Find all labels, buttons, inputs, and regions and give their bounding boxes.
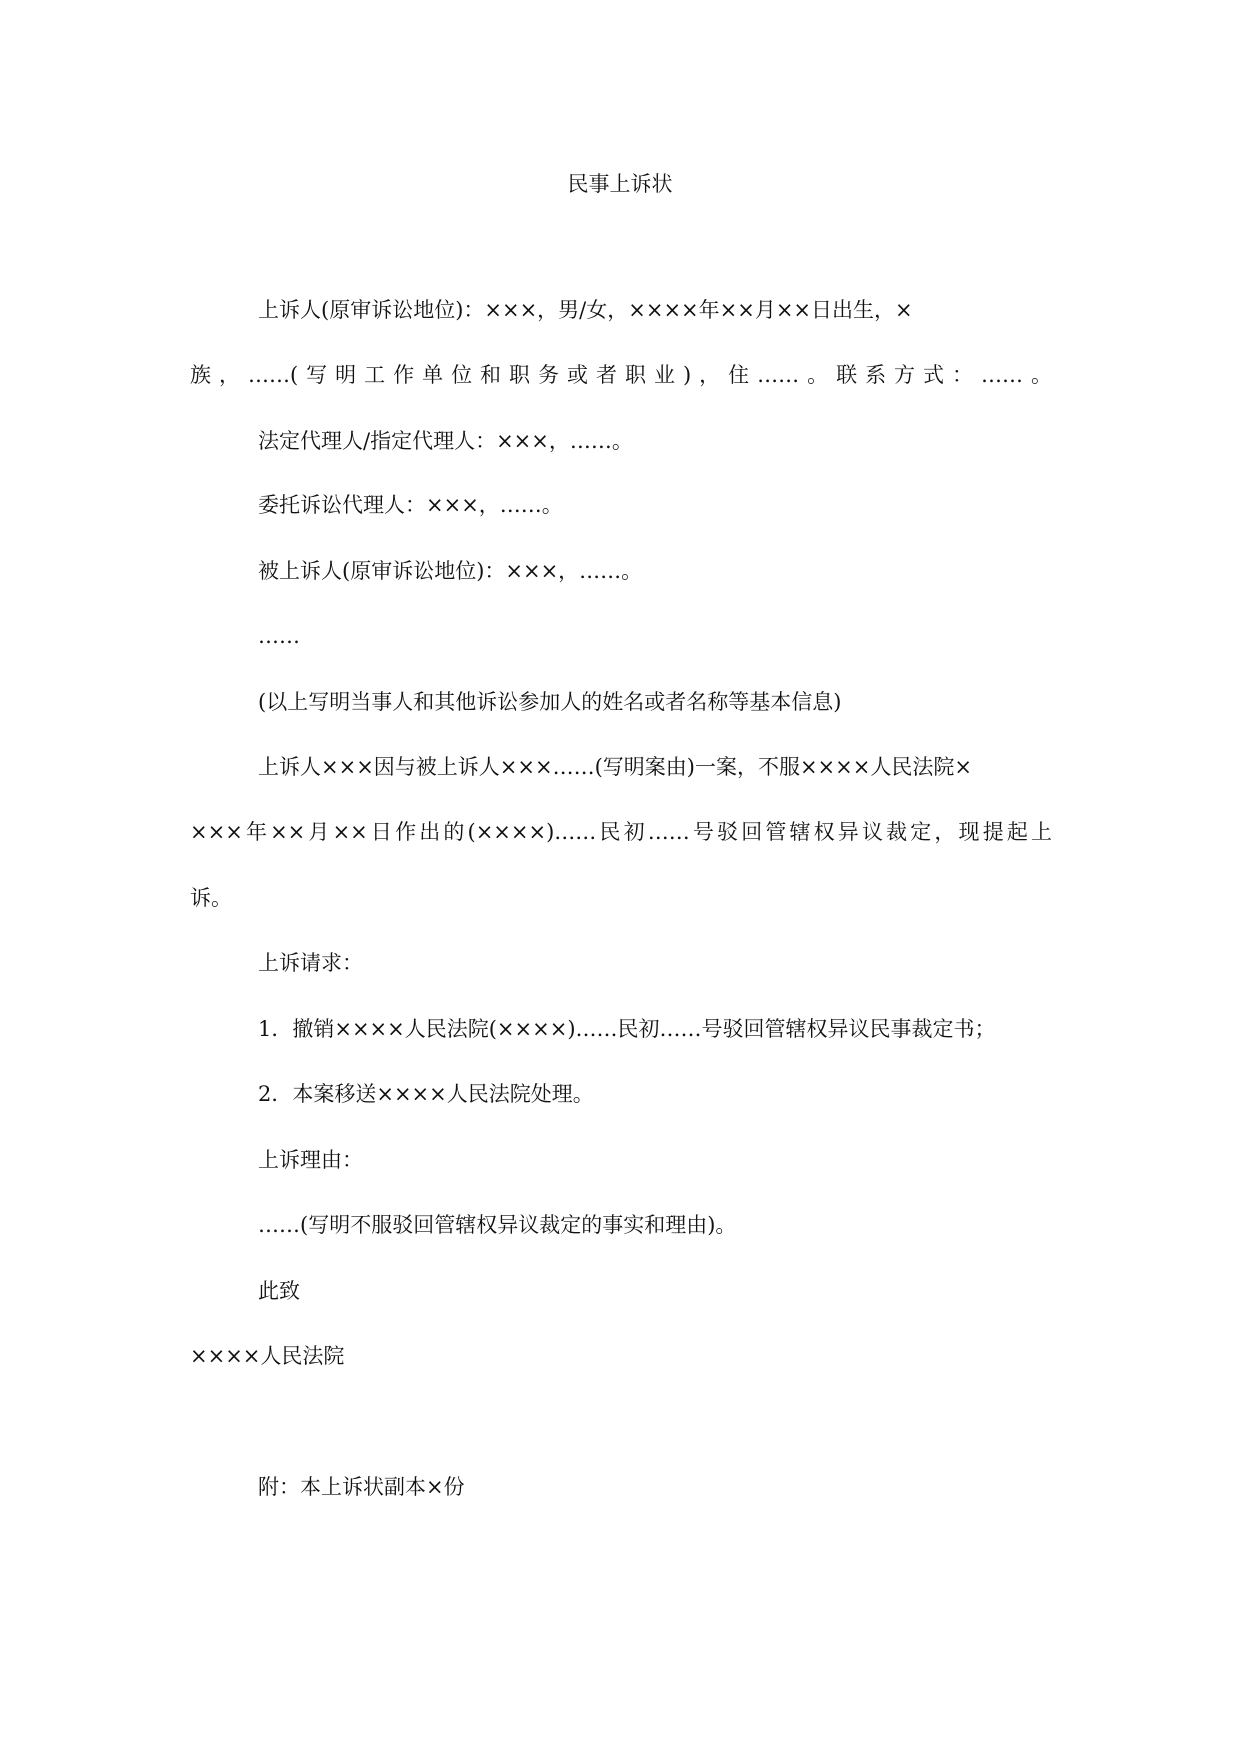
appellant-line-2: 族，……(写明工作单位和职务或者职业)，住……。联系方式：……。	[190, 363, 1052, 387]
document-title: 民事上诉状	[567, 172, 673, 196]
court-line: ××××人民法院	[190, 1344, 345, 1368]
legal-representative-line: 法定代理人/指定代理人：×××，……。	[258, 429, 633, 453]
statement-line-2: ×××年××月××日作出的(××××)……民初……号驳回管辖权异议裁定，现提起上	[190, 820, 1052, 844]
appellant-line-1: 上诉人(原审诉讼地位)：×××，男/女，××××年××月××日出生，×	[258, 298, 913, 322]
party-note-line: (以上写明当事人和其他诉讼参加人的姓名或者名称等基本信息)	[258, 690, 842, 714]
reasons-heading: 上诉理由：	[258, 1148, 363, 1172]
request-item-2: 2．本案移送××××人民法院处理。	[258, 1082, 594, 1106]
attachment-line: 附：本上诉状副本×份	[258, 1475, 465, 1499]
closing-line: 此致	[258, 1279, 300, 1303]
ellipsis-line: ……	[258, 624, 300, 648]
statement-line-3: 诉。	[190, 886, 232, 910]
appellee-line: 被上诉人(原审诉讼地位)：×××，……。	[258, 559, 643, 583]
request-item-1: 1．撤销××××人民法院(××××)……民初……号驳回管辖权异议民事裁定书；	[258, 1017, 996, 1041]
statement-line-1: 上诉人×××因与被上诉人×××……(写明案由)一案，不服××××人民法院×	[258, 755, 972, 779]
reasons-body: ……(写明不服驳回管辖权异议裁定的事实和理由)。	[258, 1213, 737, 1237]
agent-line: 委托诉讼代理人：×××，……。	[258, 493, 563, 517]
requests-heading: 上诉请求：	[258, 951, 363, 975]
